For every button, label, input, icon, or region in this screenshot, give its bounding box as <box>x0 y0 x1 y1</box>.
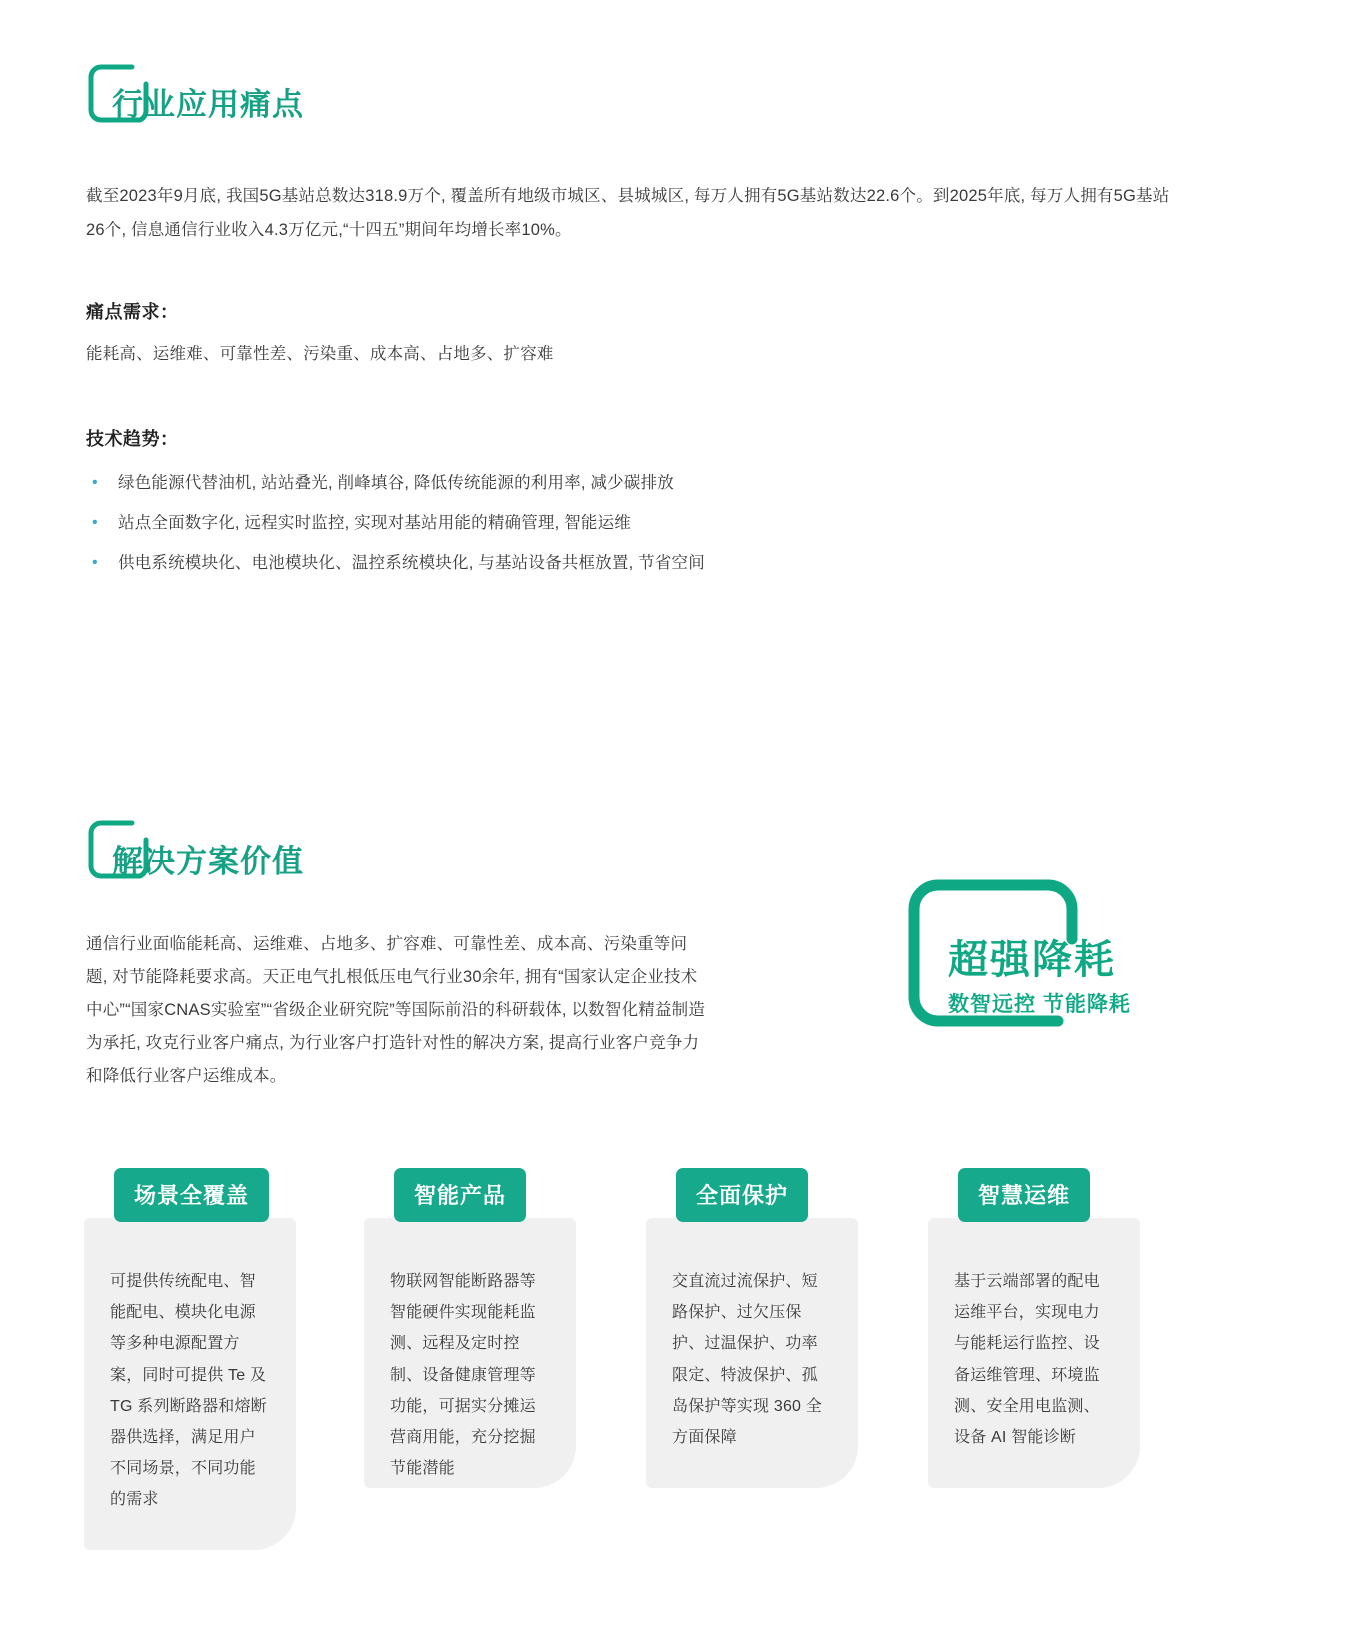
value-card <box>646 1183 858 1488</box>
card-body: 交直流过流保护、短路保护、过欠压保护、过温保护、功率限定、特波保护、孤岛保护等实现 360 全方面保障 <box>672 1273 822 1446</box>
value-card <box>84 1183 296 1550</box>
painpoint-need-heading: 痛点需求： <box>86 302 179 322</box>
badge-main-text: 超强降耗 <box>948 938 1116 982</box>
list-item: • 供电系统模块化、电池模块化、温控系统模块化, 与基站设备共框放置, 节省空间 <box>86 552 1146 576</box>
card-body: 物联网智能断路器等智能硬件实现能耗监测、远程及定时控制、设备健康管理等功能，可据实分摊运营商用能，充分挖掘节能潜能 <box>390 1273 536 1478</box>
painpoint-trend-heading: 技术趋势： <box>86 429 179 449</box>
value-card <box>364 1183 576 1488</box>
card-title: 全面保护 <box>676 1168 808 1222</box>
card-title: 智能产品 <box>394 1168 526 1222</box>
painpoint-need-text: 能耗高、运维难、可靠性差、污染重、成本高、占地多、扩容难 <box>86 345 554 363</box>
list-item: • 绿色能源代替油机, 站站叠光, 削峰填谷, 降低传统能源的利用率, 减少碳排放 <box>86 472 1146 496</box>
value-card <box>928 1183 1140 1488</box>
badge-text-group <box>948 939 1178 1018</box>
value-paragraph: 通信行业面临能耗高、运维难、占地多、扩容难、可靠性差、成本高、污染重等问题, 对节能降耗要求高。天正电气扎根低压电气行业30余年, 拥有“国家认定企业技术中心”“国家CNAS实验室”“省级企业研究院”等国际前沿的科研载体, 以数智化精益制造为承托, 攻克行业客户痛点, 为行业客户打造针对性的解决方案, 提高行业客户竞争力和降低行业客户运维成本。 <box>86 935 706 1085</box>
badge-super-saving <box>908 879 1168 1044</box>
list-item: • 站点全面数字化, 远程实时监控, 实现对基站用能的精确管理, 智能运维 <box>86 512 1146 536</box>
card-body: 可提供传统配电、智能配电、模块化电源等多种电源配置方案，同时可提供 Te 及 TG 系列断路器和熔断器供选择，满足用户不同场景，不同功能的需求 <box>110 1273 267 1509</box>
card-title: 场景全覆盖 <box>114 1168 269 1222</box>
painpoint-trend-list <box>86 472 1146 592</box>
card-title: 智慧运维 <box>958 1168 1090 1222</box>
badge-sub-text: 数智远控 节能降耗 <box>948 993 1131 1017</box>
value-cards-container <box>84 1168 1266 1568</box>
page-title-value: 解决方案价值 <box>112 844 304 879</box>
painpoint-intro-paragraph: 截至2023年9月底, 我国5G基站总数达318.9万个, 覆盖所有地级市城区、县城城区, 每万人拥有5G基站数达22.6个。到2025年底, 每万人拥有5G基站26个, 信息通信行业收入4.3万亿元,“十四五”期间年均增长率10%。 <box>86 187 1170 239</box>
page-title-painpoint: 行业应用痛点 <box>112 87 304 122</box>
card-body: 基于云端部署的配电运维平台，实现电力与能耗运行监控、设备运维管理、环境监测、安全用电监测、设备 AI 智能诊断 <box>954 1273 1100 1446</box>
